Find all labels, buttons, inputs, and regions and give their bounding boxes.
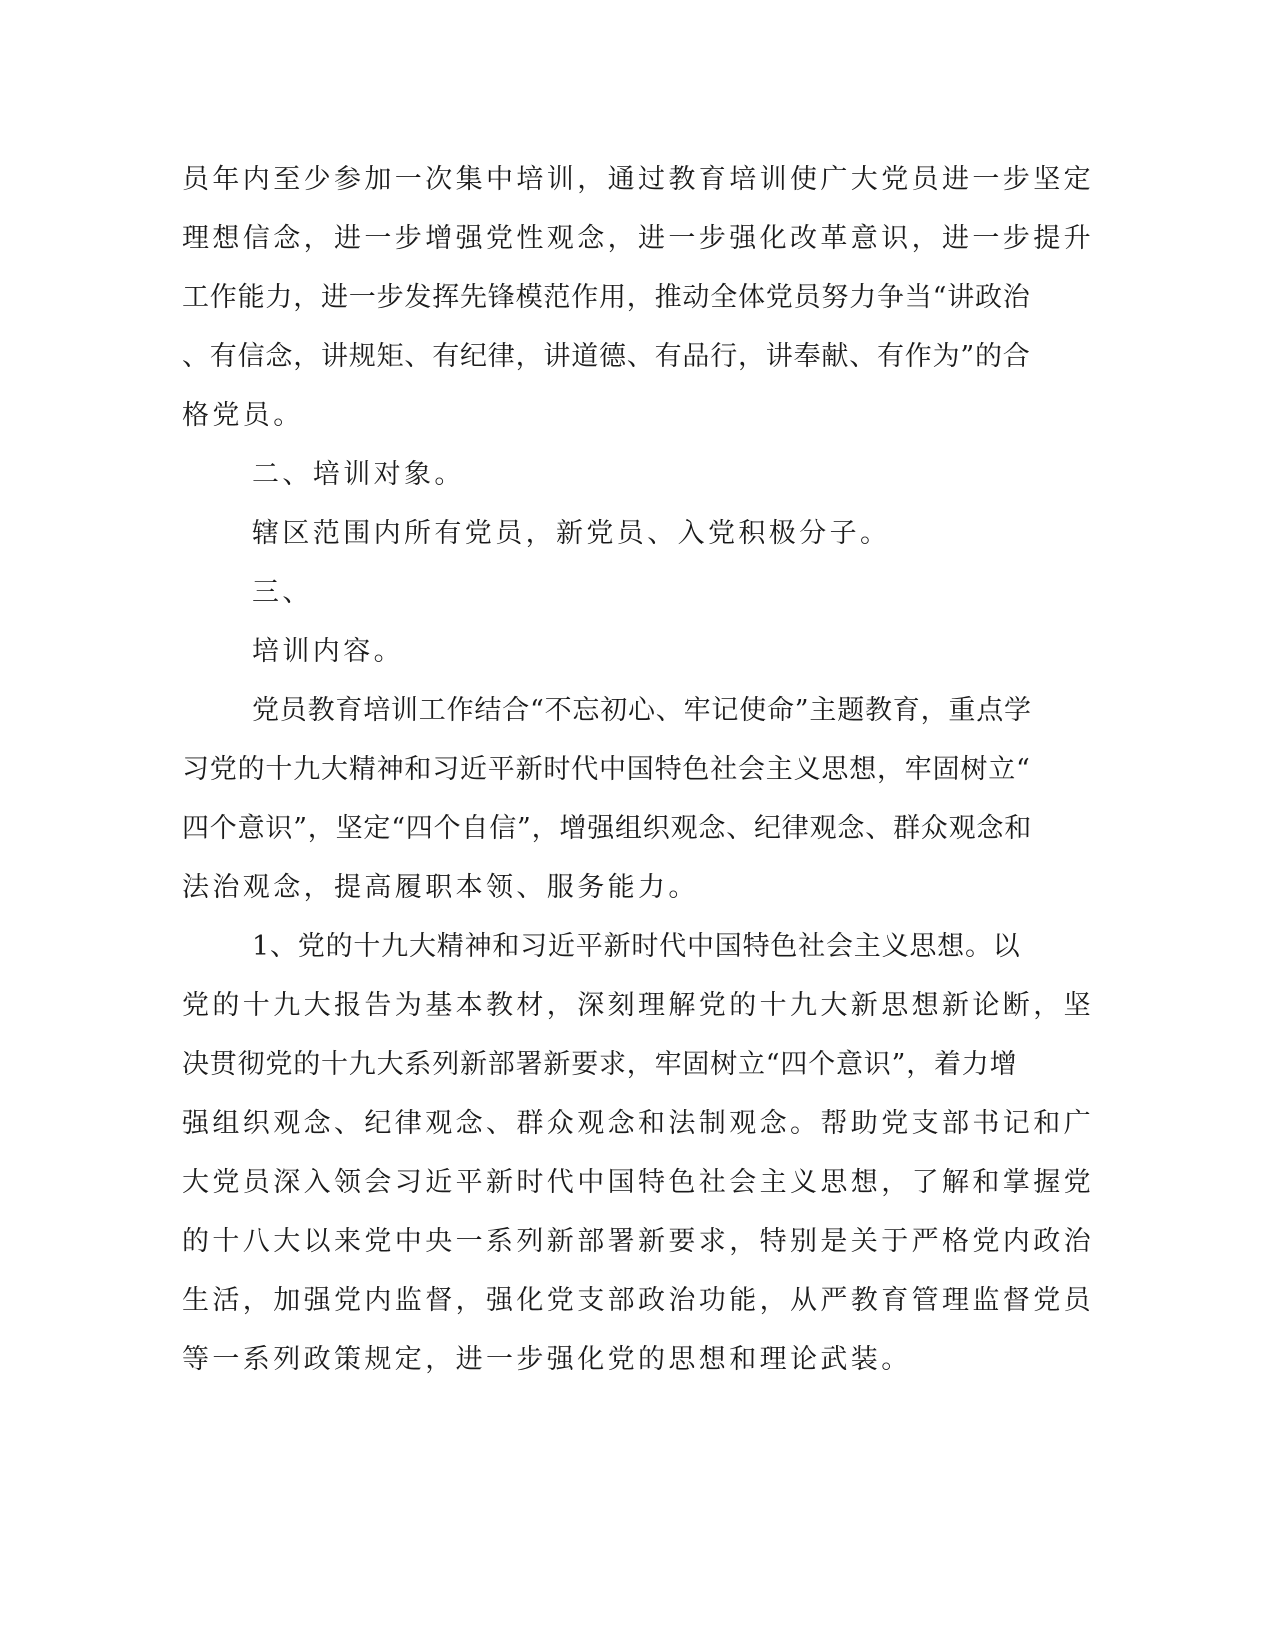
text-line: 等一系列政策规定，进一步强化党的思想和理论武装。	[182, 1344, 912, 1375]
section-heading: 二、培训对象。	[252, 459, 465, 490]
text-line: 党的十九大报告为基本教材，深刻理解党的十九大新思想新论断，坚	[182, 990, 1094, 1021]
text-line: 格党员。	[182, 400, 304, 431]
text-line: 强组织观念、纪律观念、群众观念和法制观念。帮助党支部书记和广	[182, 1108, 1094, 1139]
text-line: 辖区范围内所有党员，新党员、入党积极分子。	[252, 518, 891, 549]
text-line: 法治观念，提高履职本领、服务能力。	[182, 872, 699, 903]
text-line: 工作能力，进一步发挥先锋模范作用，推动全体党员努力争当“讲政治	[182, 282, 1031, 313]
text-line: 大党员深入领会习近平新时代中国特色社会主义思想，了解和掌握党	[182, 1167, 1094, 1198]
text-line: 、有信念，讲规矩、有纪律，讲道德、有品行，讲奉献、有作为”的合	[182, 341, 1031, 372]
text-line: 习党的十九大精神和习近平新时代中国特色社会主义思想，牢固树立“	[182, 754, 1031, 785]
text-line: 四个意识”，坚定“四个自信”，增强组织观念、纪律观念、群众观念和	[182, 813, 1033, 844]
section-heading: 三、	[252, 577, 313, 608]
text-line: 1、党的十九大精神和习近平新时代中国特色社会主义思想。以	[252, 931, 1021, 962]
text-line: 党员教育培训工作结合“不忘初心、牢记使命”主题教育，重点学	[252, 695, 1032, 726]
text-line: 员年内至少参加一次集中培训，通过教育培训使广大党员进一步坚定	[182, 164, 1094, 195]
text-line: 的十八大以来党中央一系列新部署新要求，特别是关于严格党内政治	[182, 1226, 1094, 1257]
section-heading: 培训内容。	[252, 636, 404, 667]
text-line: 决贯彻党的十九大系列新部署新要求，牢固树立“四个意识”，着力增	[182, 1049, 1018, 1080]
text-line: 生活，加强党内监督，强化党支部政治功能，从严教育管理监督党员	[182, 1285, 1094, 1316]
text-line: 理想信念，进一步增强党性观念，进一步强化改革意识，进一步提升	[182, 223, 1094, 254]
